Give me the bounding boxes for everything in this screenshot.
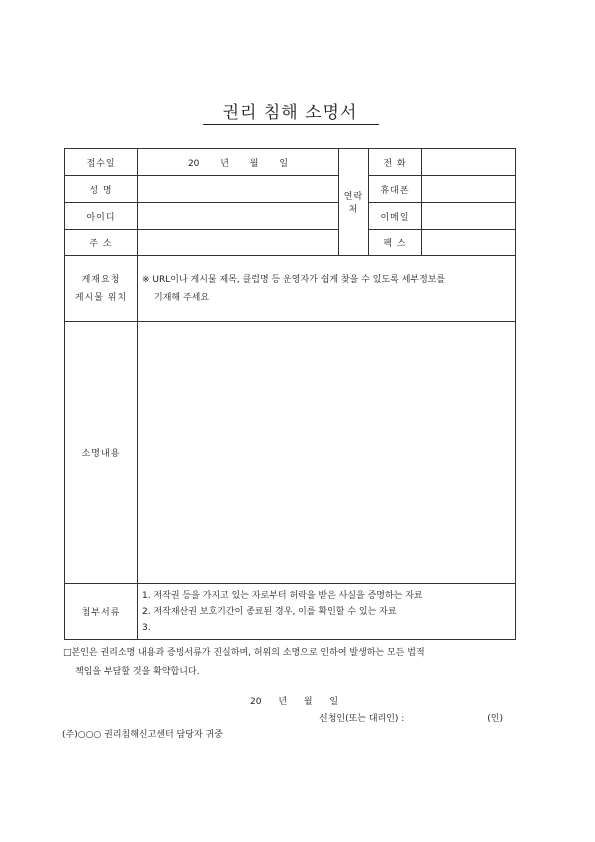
attachment-item-1: 1. 저작권 등을 가지고 있는 자로부터 허락을 받은 사실을 증명하는 자료 <box>142 590 423 601</box>
recipient-line: (주)○○○ 권리침해신고센터 담당자 귀중 <box>62 730 223 740</box>
receipt-date-label: 접수일 <box>65 149 138 176</box>
form-row-user-id <box>65 203 516 230</box>
post-location-field[interactable] <box>138 256 516 322</box>
phone-field[interactable] <box>422 149 516 176</box>
form-row-content <box>65 322 516 584</box>
attachment-item-3: 3. <box>142 622 151 633</box>
form-row-receipt-date <box>65 149 516 176</box>
pledge-line-1: □본인은 권리소명 내용과 증빙서류가 진실하며, 허위의 소명으로 인하여 발생하는 모든 법적 <box>63 648 425 658</box>
form-row-address <box>65 230 516 256</box>
form-row-name <box>65 176 516 203</box>
user-id-label: 아이디 <box>65 203 138 230</box>
email-field[interactable] <box>422 203 516 230</box>
mobile-field[interactable] <box>422 176 516 203</box>
name-label: 성 명 <box>65 176 138 203</box>
name-field[interactable] <box>138 176 339 203</box>
claim-form-table <box>64 148 516 640</box>
post-location-label <box>65 256 138 322</box>
page-title: 권리 침해 소명서 <box>222 103 358 123</box>
applicant-signature-line <box>319 711 509 724</box>
content-label: 소명내용 <box>65 322 138 584</box>
attachments-label: 첨부서류 <box>65 584 138 640</box>
attachments-list <box>138 584 516 640</box>
address-field[interactable] <box>138 230 339 256</box>
email-label: 이메일 <box>369 203 422 230</box>
phone-label: 전 화 <box>369 149 422 176</box>
post-location-note-line1: ※ URL이나 게시물 제목, 클럽명 등 운영자가 쉽게 찾을 수 있도록 세부정보를 <box>142 274 446 285</box>
form-row-post-location <box>65 256 516 322</box>
mobile-label: 휴대폰 <box>369 176 422 203</box>
post-location-note-line2: 기재해 주세요 <box>154 292 210 303</box>
signature-date: 20 년 월 일 <box>250 697 339 707</box>
title-underline <box>203 124 379 125</box>
attachment-item-2: 2. 저작재산권 보호기간이 종료된 경우, 이를 확인할 수 있는 자료 <box>142 606 397 617</box>
fax-field[interactable] <box>422 230 516 256</box>
applicant-label: 신청인(또는 대리인) : <box>319 714 405 724</box>
receipt-date-field[interactable] <box>138 149 339 176</box>
seal-label: (인) <box>487 714 503 724</box>
contact-label: 연락처 <box>339 149 369 256</box>
fax-label: 팩 스 <box>369 230 422 256</box>
user-id-field[interactable] <box>138 203 339 230</box>
receipt-date-template: 20 년 월 일 <box>187 158 289 169</box>
address-label: 주 소 <box>65 230 138 256</box>
form-row-attachments <box>65 584 516 640</box>
pledge-statement <box>63 644 523 682</box>
post-location-label-line2: 게시물 위치 <box>74 292 128 303</box>
pledge-line-2: 책임을 부담할 것을 확약합니다. <box>75 667 200 677</box>
post-location-label-line1: 게재요청 <box>81 274 121 285</box>
content-field[interactable] <box>138 322 516 584</box>
